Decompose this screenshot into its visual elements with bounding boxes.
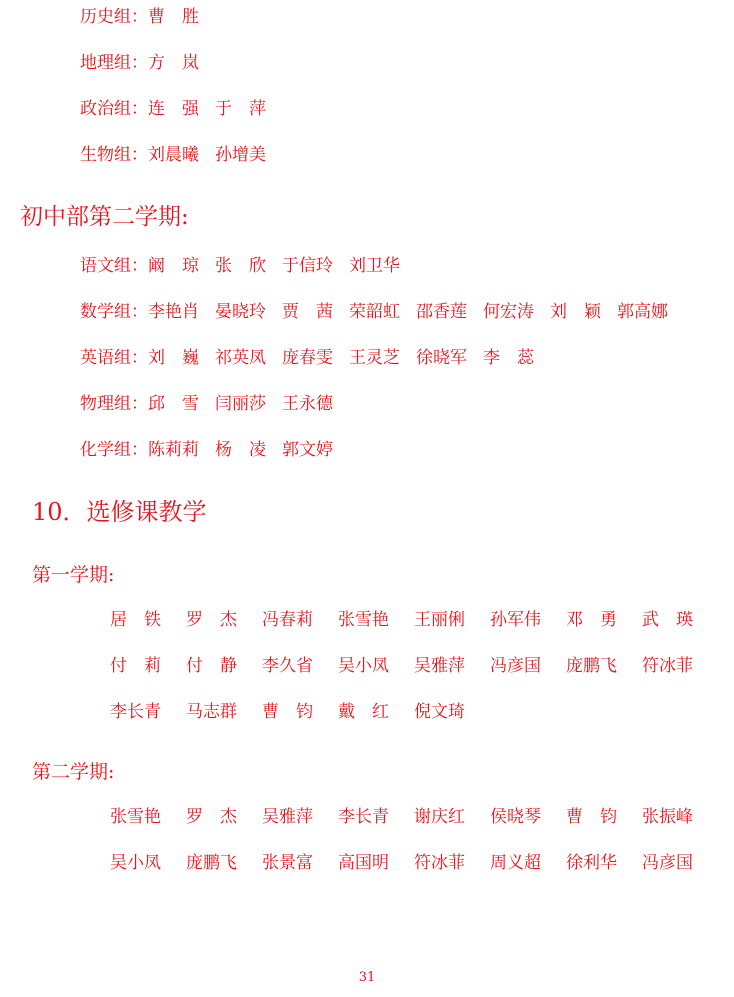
teacher-name: 王灵芝 xyxy=(349,348,400,368)
group-line-chinese xyxy=(80,255,416,277)
teacher-name: 曹 胜 xyxy=(148,7,199,27)
teacher-name: 刘 颖 xyxy=(550,302,601,322)
teacher-name: 闫丽莎 xyxy=(215,394,266,414)
teacher-name: 冯春莉 xyxy=(262,610,313,630)
teacher-name: 贾 茜 xyxy=(282,302,333,322)
teacher-name: 庞鹏飞 xyxy=(566,656,617,676)
semester-2-title: 第二学期: xyxy=(32,761,115,783)
teacher-name: 邱 雪 xyxy=(148,394,199,414)
teacher-name: 马志群 xyxy=(186,702,237,722)
group-line-biology xyxy=(80,144,282,166)
teacher-name: 吴雅萍 xyxy=(262,807,313,827)
teacher-name: 徐利华 xyxy=(566,853,617,873)
teacher-name: 李艳肖 xyxy=(148,302,199,322)
section-heading-electives: 10．选修课教学 xyxy=(32,498,207,526)
teacher-name: 李 蕊 xyxy=(483,348,534,368)
group-label: 物理组： xyxy=(80,394,148,414)
group-line-chemistry xyxy=(80,439,349,461)
teacher-name: 郭文婷 xyxy=(282,440,333,460)
teacher-name: 杨 凌 xyxy=(215,440,266,460)
teacher-name: 倪文琦 xyxy=(414,702,465,722)
teacher-name: 刘晨曦 xyxy=(148,145,199,165)
group-label: 语文组： xyxy=(80,256,148,276)
teacher-name: 张景富 xyxy=(262,853,313,873)
group-line-physics xyxy=(80,393,349,415)
teacher-name: 冯彦国 xyxy=(490,656,541,676)
teacher-name: 曹 钧 xyxy=(262,702,313,722)
teacher-name: 侯晓琴 xyxy=(490,807,541,827)
teacher-name: 张 欣 xyxy=(215,256,266,276)
group-line-politics xyxy=(80,98,282,120)
teacher-name: 付 静 xyxy=(186,656,237,676)
teacher-name: 邵香莲 xyxy=(416,302,467,322)
teacher-name: 戴 红 xyxy=(338,702,389,722)
teacher-name: 王永德 xyxy=(282,394,333,414)
teacher-name: 祁英凤 xyxy=(215,348,266,368)
teacher-name: 王丽俐 xyxy=(414,610,465,630)
group-line-geography xyxy=(80,52,215,74)
group-label: 英语组： xyxy=(80,348,148,368)
teacher-name: 连 强 xyxy=(148,99,199,119)
teacher-name: 刘卫华 xyxy=(349,256,400,276)
group-label: 数学组： xyxy=(80,302,148,322)
teacher-name: 陈莉莉 xyxy=(148,440,199,460)
teacher-name: 荣韶虹 xyxy=(349,302,400,322)
teacher-name: 庞春雯 xyxy=(282,348,333,368)
teacher-name: 徐晓军 xyxy=(416,348,467,368)
teacher-name: 吴雅萍 xyxy=(414,656,465,676)
teacher-name: 付 莉 xyxy=(110,656,161,676)
teacher-name: 方 岚 xyxy=(148,53,199,73)
group-label: 历史组： xyxy=(80,7,148,27)
teacher-name: 符冰菲 xyxy=(414,853,465,873)
teacher-name: 符冰菲 xyxy=(642,656,693,676)
teacher-name: 阚 琼 xyxy=(148,256,199,276)
teacher-name: 孙增美 xyxy=(215,145,266,165)
page-number: 31 xyxy=(358,970,376,985)
group-label: 地理组： xyxy=(80,53,148,73)
teacher-name: 李长青 xyxy=(110,702,161,722)
group-line-english xyxy=(80,347,550,369)
teacher-name: 谢庆红 xyxy=(414,807,465,827)
teacher-name: 刘 巍 xyxy=(148,348,199,368)
teacher-name: 罗 杰 xyxy=(186,610,237,630)
teacher-name: 居 铁 xyxy=(110,610,161,630)
teacher-name: 孙军伟 xyxy=(490,610,541,630)
group-label: 政治组： xyxy=(80,99,148,119)
teacher-name: 晏晓玲 xyxy=(215,302,266,322)
semester-1-title: 第一学期: xyxy=(32,564,115,586)
teacher-name: 庞鹏飞 xyxy=(186,853,237,873)
teacher-name: 李久省 xyxy=(262,656,313,676)
junior-semester-heading: 初中部第二学期: xyxy=(20,204,189,230)
teacher-name: 李长青 xyxy=(338,807,389,827)
teacher-name: 武 瑛 xyxy=(642,610,693,630)
teacher-name: 吴小凤 xyxy=(338,656,389,676)
teacher-name: 吴小凤 xyxy=(110,853,161,873)
teacher-name: 张振峰 xyxy=(642,807,693,827)
teacher-name: 高国明 xyxy=(338,853,389,873)
teacher-name: 于信玲 xyxy=(282,256,333,276)
teacher-name: 张雪艳 xyxy=(338,610,389,630)
teacher-name: 周义超 xyxy=(490,853,541,873)
teacher-name: 曹 钧 xyxy=(566,807,617,827)
teacher-name: 何宏涛 xyxy=(483,302,534,322)
group-line-history xyxy=(80,6,215,28)
group-line-math xyxy=(80,301,668,323)
teacher-name: 罗 杰 xyxy=(186,807,237,827)
teacher-name: 冯彦国 xyxy=(642,853,693,873)
group-label: 化学组： xyxy=(80,440,148,460)
group-label: 生物组： xyxy=(80,145,148,165)
teacher-name: 于 萍 xyxy=(215,99,266,119)
teacher-name: 张雪艳 xyxy=(110,807,161,827)
teacher-name: 邓 勇 xyxy=(566,610,617,630)
teacher-name: 郭高娜 xyxy=(617,302,668,322)
